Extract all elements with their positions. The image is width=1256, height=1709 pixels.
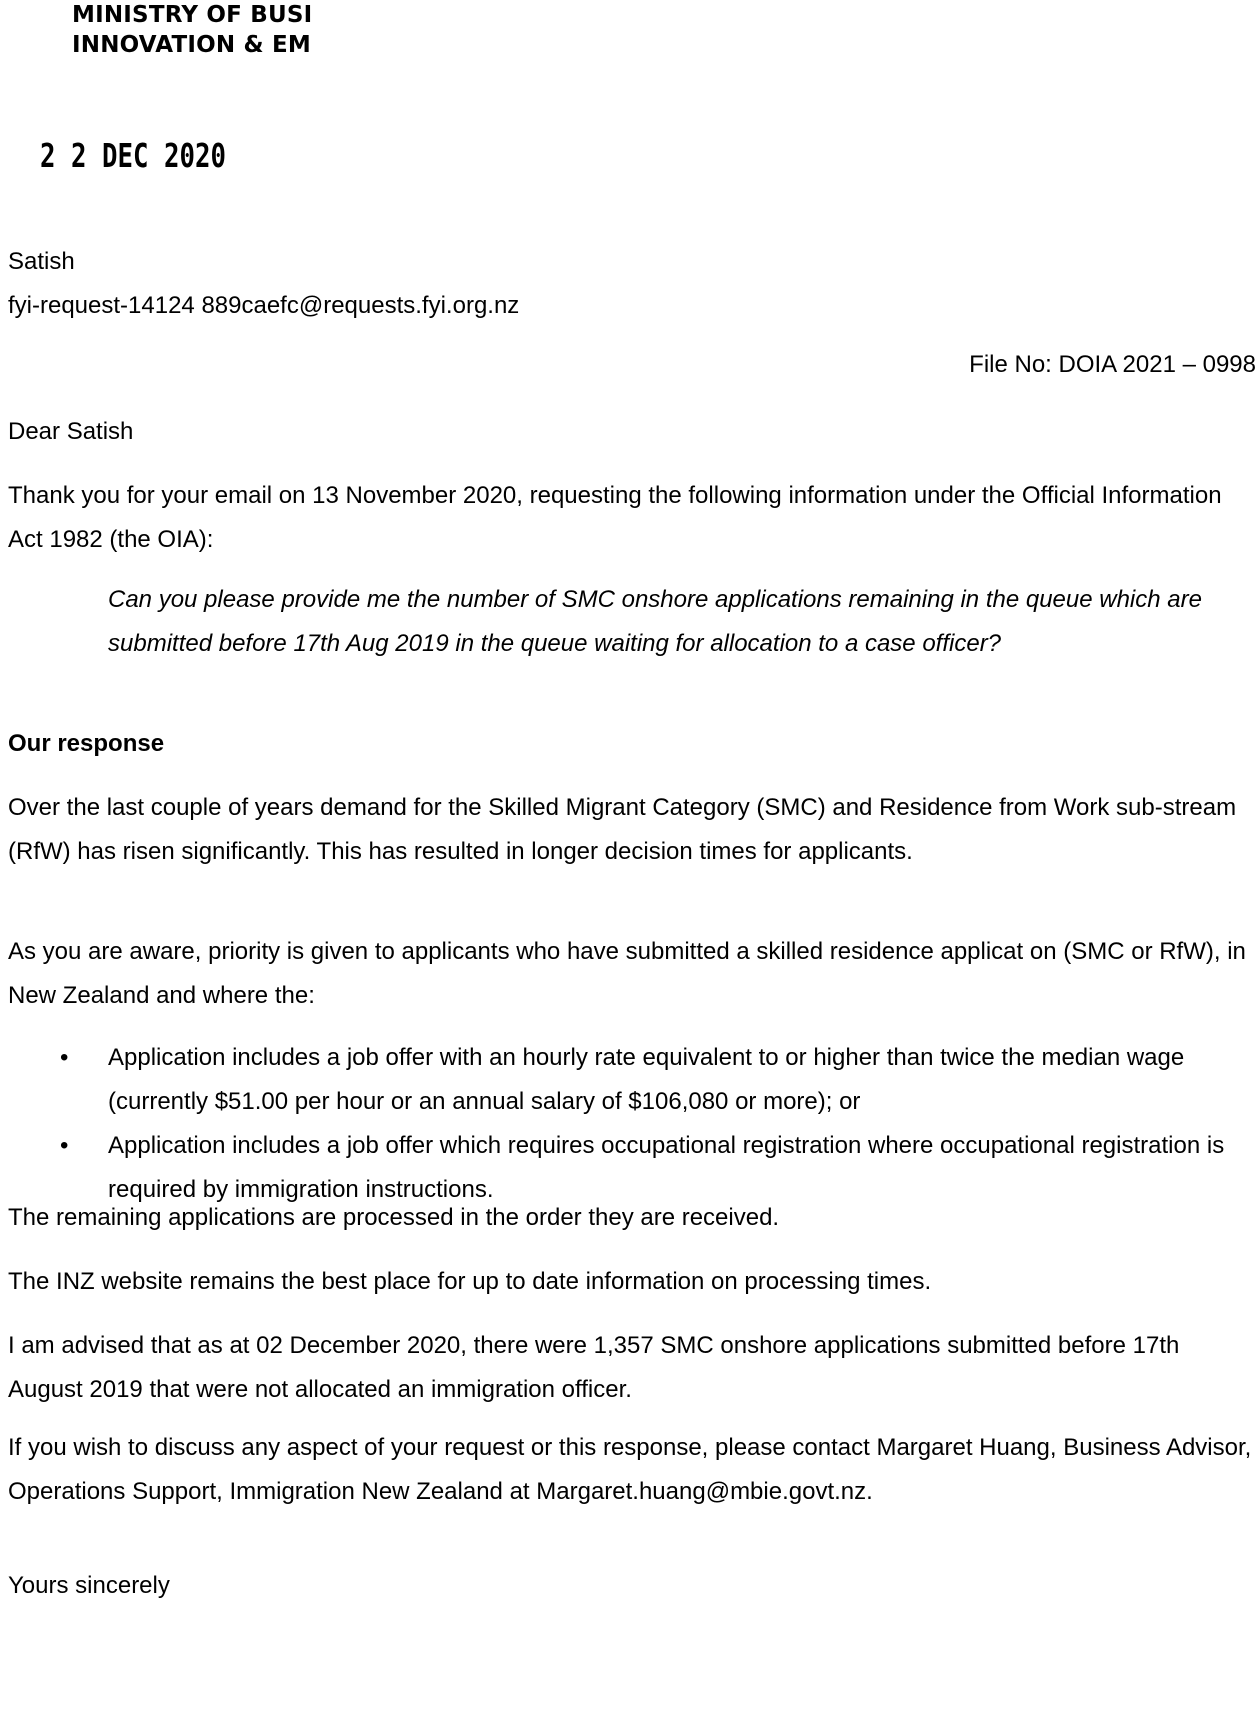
recipient-email: fyi-request-14124 889caefc@requests.fyi.org.nz bbox=[8, 292, 520, 319]
paragraph-count: I am advised that as at 02 December 2020, there were 1,357 SMC onshore applications submitted before 17th August 2019 that were not allocated an immigration officer. bbox=[8, 1332, 1180, 1403]
ministry-name-line2: INNOVATION & EM bbox=[72, 32, 311, 58]
date-stamp: 2 2 DEC 2020 bbox=[40, 136, 226, 175]
paragraph-priority: As you are aware, priority is given to applicants who have submitted a skilled residence applicat on (SMC or RfW), in New Zealand and where the: bbox=[8, 938, 1246, 1009]
bullet-icon: • bbox=[60, 1132, 69, 1159]
response-heading: Our response bbox=[8, 730, 165, 757]
request-quote: Can you please provide me the number of SMC onshore applications remaining in the queue which are submitted before 17th Aug 2019 in the queue waiting for allocation to a case officer? bbox=[108, 586, 1202, 657]
recipient-name: Satish bbox=[8, 248, 75, 275]
priority-criteria-list bbox=[8, 1036, 1253, 1212]
salutation: Dear Satish bbox=[8, 418, 134, 445]
intro-paragraph: Thank you for your email on 13 November 2020, requesting the following information under the Official Information Act 1982 (the OIA): bbox=[8, 482, 1222, 553]
ministry-name-line1: MINISTRY OF BUSI bbox=[72, 2, 313, 28]
paragraph-remaining: The remaining applications are processed in the order they are received. bbox=[8, 1204, 780, 1231]
paragraph-website: The INZ website remains the best place for up to date information on processing times. bbox=[8, 1268, 932, 1295]
paragraph-contact: If you wish to discuss any aspect of your request or this response, please contact Margaret Huang, Business Advisor, Operations Support, Immigration New Zealand at Margaret.huang@mbie.govt.nz. bbox=[8, 1434, 1252, 1505]
closing: Yours sincerely bbox=[8, 1572, 170, 1599]
list-item-text: Application includes a job offer which requires occupational registration where occupational registration is required by immigration instructions. bbox=[108, 1132, 1225, 1203]
bullet-icon: • bbox=[60, 1044, 69, 1071]
file-number: File No: DOIA 2021 – 0998 bbox=[969, 351, 1256, 378]
list-item-text: Application includes a job offer with an hourly rate equivalent to or higher than twice the median wage (currently $51.00 per hour or an annual salary of $106,080 or more); or bbox=[108, 1044, 1185, 1115]
paragraph-demand: Over the last couple of years demand for the Skilled Migrant Category (SMC) and Residence from Work sub-stream (RfW) has risen significantly. This has resulted in longer decision times for applicants. bbox=[8, 794, 1237, 865]
list-item bbox=[8, 1036, 1253, 1124]
